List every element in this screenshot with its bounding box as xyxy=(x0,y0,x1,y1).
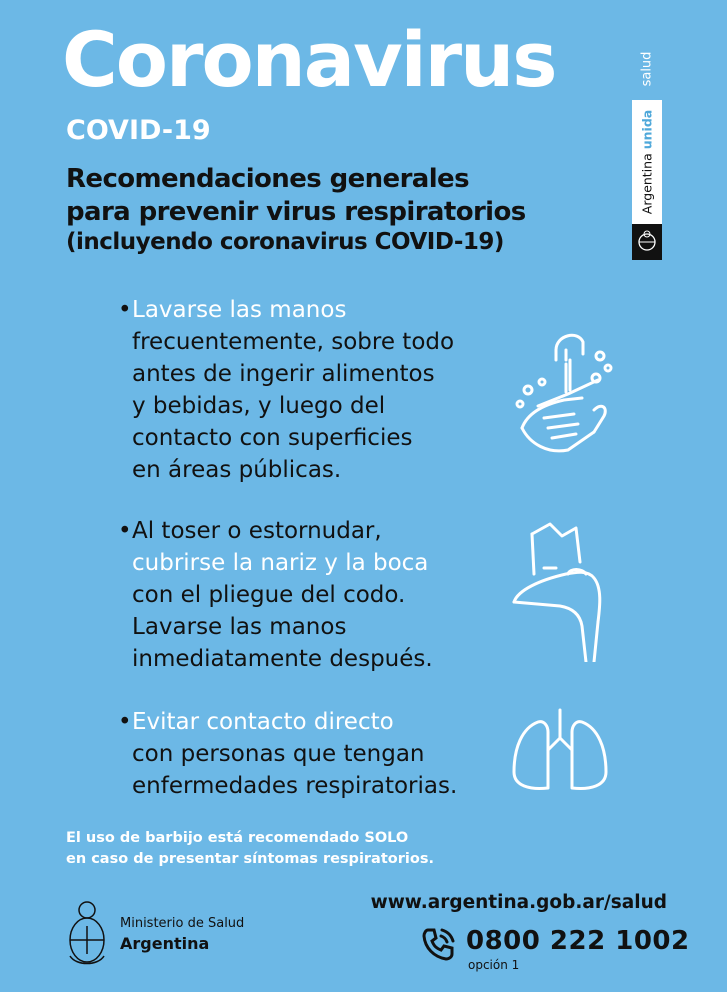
badge-salud-label: salud xyxy=(639,51,655,87)
cough-elbow-icon xyxy=(510,522,606,662)
heading-line: Recomendaciones generales xyxy=(66,164,469,194)
recommendation-line: Lavarse las manos xyxy=(132,614,347,640)
argentina-unida-badge xyxy=(632,40,662,260)
recommendation-line: inmediatamente después. xyxy=(132,646,433,672)
poster-subtitle: COVID-19 xyxy=(66,115,211,146)
coat-of-arms-icon xyxy=(62,896,112,970)
mask-note xyxy=(66,828,434,870)
phone-number[interactable]: 0800 222 1002 xyxy=(466,926,690,956)
poster-title: Coronavirus xyxy=(62,15,556,104)
handwashing-icon xyxy=(508,320,618,468)
recommendation-line: en áreas públicas. xyxy=(132,457,342,483)
recommendation-highlight: Evitar contacto directo xyxy=(132,709,394,735)
recommendation-line: con personas que tengan xyxy=(132,741,425,767)
badge-emblem xyxy=(632,224,662,260)
recommendation-line: Al toser o estornudar, xyxy=(132,518,382,544)
lungs-icon xyxy=(510,708,610,792)
ministry-logo xyxy=(62,896,245,974)
ministry-label: Ministerio de Salud xyxy=(120,916,245,931)
heading-line: (incluyendo coronavirus COVID-19) xyxy=(66,229,504,255)
recommendation-line: frecuentemente, sobre todo xyxy=(132,329,455,355)
coat-of-arms-icon xyxy=(632,224,662,260)
bullet: • xyxy=(118,709,132,735)
recommendations-heading xyxy=(66,163,586,257)
note-line: en caso de presentar síntomas respiratorios. xyxy=(66,851,434,867)
badge-argentina-unida-label: Argentina unida xyxy=(639,109,655,215)
recommendation-line: contacto con superficies xyxy=(132,425,413,451)
recommendation-line: con el pliegue del codo. xyxy=(132,582,406,608)
note-line: El uso de barbijo está recomendado SOLO xyxy=(66,830,409,846)
recommendation-cough xyxy=(118,515,433,675)
heading-line: para prevenir virus respiratorios xyxy=(66,196,526,227)
website-link[interactable]: www.argentina.gob.ar/salud xyxy=(370,892,667,913)
badge-argentina-unida xyxy=(632,100,662,224)
phone-option: opción 1 xyxy=(468,958,520,972)
country-label: Argentina xyxy=(120,934,210,953)
recommendation-highlight: cubrirse la nariz y la boca xyxy=(132,550,429,576)
recommendation-handwashing xyxy=(118,294,455,486)
recommendation-line: enfermedades respiratorias. xyxy=(132,773,458,799)
recommendation-highlight: Lavarse las manos xyxy=(132,297,347,323)
recommendation-line: y bebidas, y luego del xyxy=(132,393,386,419)
recommendation-line: antes de ingerir alimentos xyxy=(132,361,435,387)
bullet: • xyxy=(118,297,132,323)
recommendation-avoid-contact xyxy=(118,706,458,802)
bullet: • xyxy=(118,518,132,544)
phone-icon xyxy=(420,926,456,962)
badge-salud xyxy=(632,40,662,98)
